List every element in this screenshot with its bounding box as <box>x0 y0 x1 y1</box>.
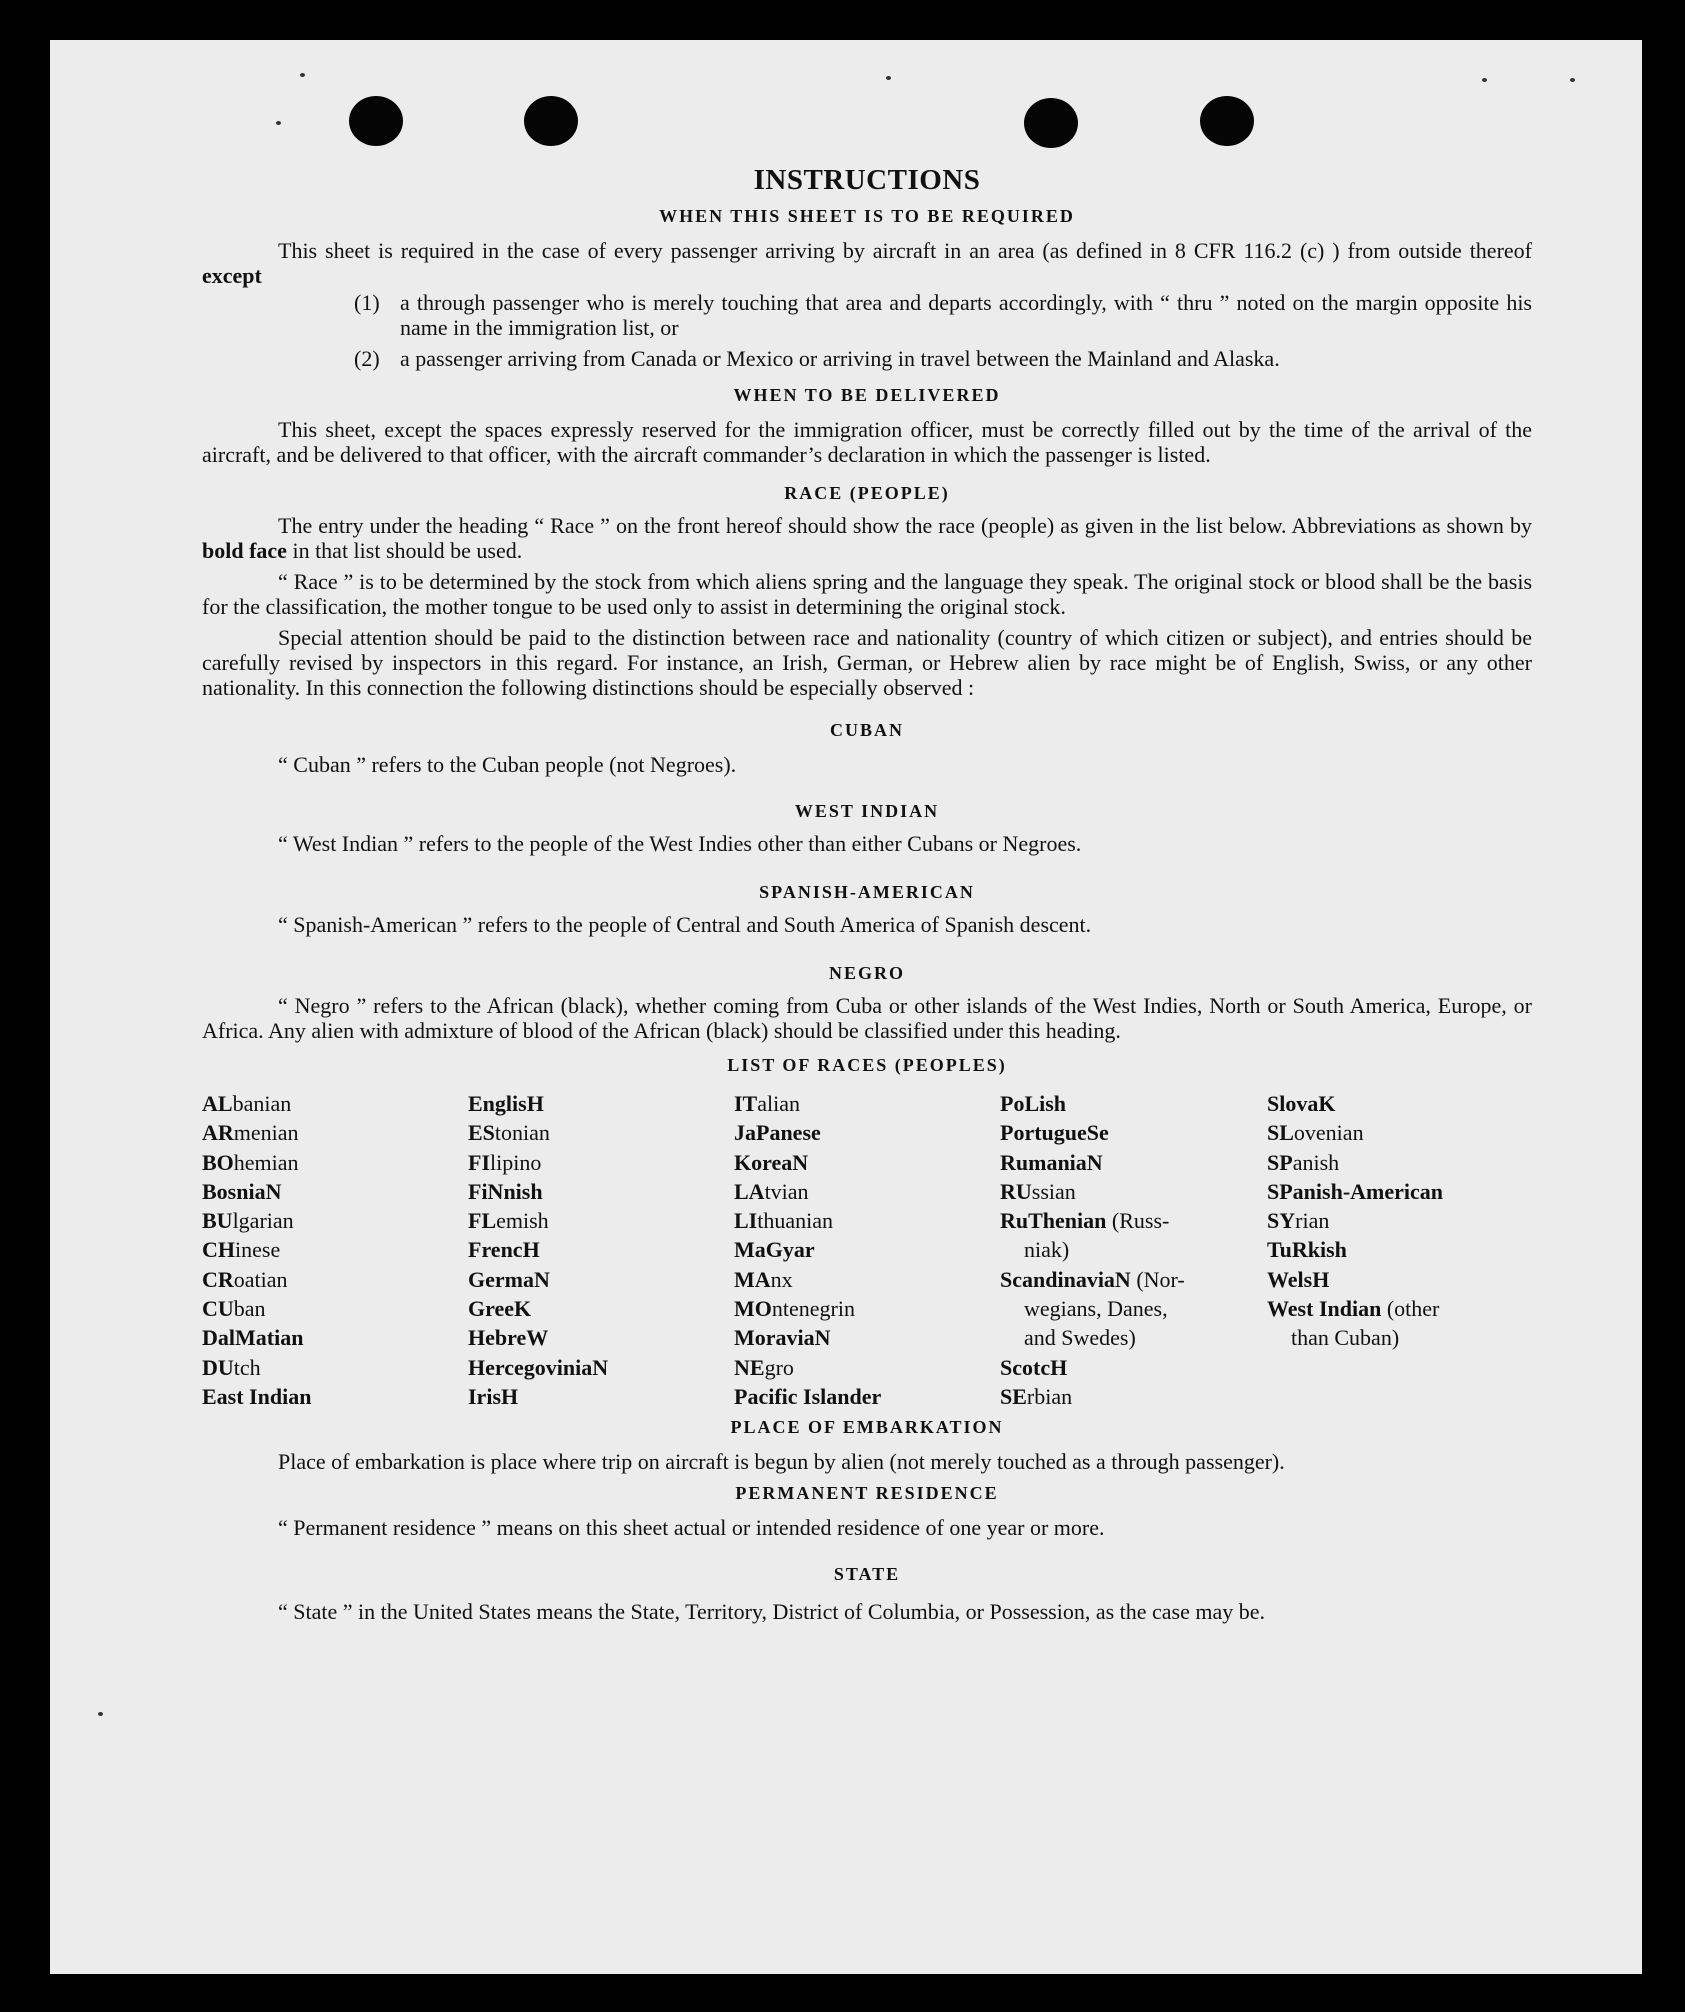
negro-text: “ Negro ” refers to the African (black), whether coming from Cuba or other islands of the West Indies, North or South America, Europe, or Africa. Any alien with admixture of blood of the African (black) should be classified under this heading. <box>202 993 1532 1043</box>
race-entry: MOntenegrin <box>734 1296 855 1322</box>
state-text: “ State ” in the United States means the State, Territory, District of Columbia, or Possession, as the case may be. <box>278 1599 1266 1625</box>
race-entry: GermaN <box>468 1266 550 1292</box>
race-entry: MAnx <box>734 1266 793 1292</box>
exception-item-1: (1) a through passenger who is merely touching that area and departs accordingly, with “ thru ” noted on the margin opposite his name in the immigration list, or <box>354 290 1532 340</box>
race-entry: SErbian <box>1000 1383 1073 1409</box>
race-entry: MaGyar <box>734 1237 815 1263</box>
race-entry: LIthuanian <box>734 1208 834 1234</box>
residence-text: “ Permanent residence ” means on this sheet actual or intended residence of one year or more. <box>278 1515 1105 1541</box>
speck <box>98 1712 103 1716</box>
document-sheet <box>50 40 1642 1974</box>
race-entry: EnglisH <box>468 1091 544 1116</box>
race-entry: BosniaN <box>202 1178 282 1204</box>
race-entry: PoLish <box>1000 1091 1067 1116</box>
races-column <box>1267 1089 1532 1411</box>
race-entry: SlovaK <box>1267 1091 1336 1116</box>
race-entry: RumaniaN <box>1000 1149 1103 1175</box>
races-column <box>1000 1089 1267 1411</box>
race-entry: GreeK <box>468 1296 532 1322</box>
race-entry: CRoatian <box>202 1266 288 1292</box>
race-entry: Pacific Islander <box>734 1383 882 1409</box>
race-entry: SLovenian <box>1267 1120 1364 1146</box>
race-paragraph-3: Special attention should be paid to the distinction between race and nationality (country of which citizen or subject), and entries should be carefully revised by inspectors in this regard. For instance, an Irish, German, or Hebrew alien by race might be of English, Swiss, or any other nationality. In this connection the following distinctions should be especially observed : <box>202 625 1532 700</box>
race-entry: ARmenian <box>202 1120 299 1146</box>
exception-item-2: (2) a passenger arriving from Canada or Mexico or arriving in travel between the Mainland and Alaska. <box>354 346 1280 371</box>
section-heading-spanish-american: SPANISH-AMERICAN <box>759 882 975 902</box>
race-entry: EStonian <box>468 1120 550 1146</box>
race-entry: and Swedes) <box>1024 1325 1136 1351</box>
instructions-content <box>202 160 1532 1627</box>
race-entry: ScandinaviaN (Nor- <box>1000 1266 1185 1292</box>
race-entry: than Cuban) <box>1291 1325 1400 1351</box>
section-heading-residence: PERMANENT RESIDENCE <box>735 1483 999 1504</box>
race-entry: JaPanese <box>734 1120 821 1146</box>
race-entry: SYrian <box>1267 1208 1330 1234</box>
races-column <box>734 1089 1000 1411</box>
races-column <box>468 1089 734 1411</box>
race-paragraph-2: “ Race ” is to be determined by the stock from which aliens spring and the language they speak. The original stock or blood shall be the basis for the classification, the mother tongue to be used only to assist in determining the original stock. <box>202 569 1532 619</box>
race-entry: SPanish-American <box>1267 1178 1443 1204</box>
race-entry: SPanish <box>1267 1149 1340 1175</box>
race-paragraph-1: The entry under the heading “ Race ” on the front hereof should show the race (people) as given in the list below. Abbreviations as shown by bold face in that list should be used. <box>202 513 1532 563</box>
race-entry: DalMatian <box>202 1325 304 1351</box>
punch-hole <box>524 96 578 146</box>
race-entry: LAtvian <box>734 1178 809 1204</box>
when-required-intro: This sheet is required in the case of every passenger arriving by aircraft in an area (as defined in 8 CFR 116.2 (c) ) from outside thereof except <box>202 238 1532 288</box>
section-heading-state: STATE <box>833 1564 901 1585</box>
spanish-american-text: “ Spanish-American ” refers to the people of Central and South America of Spanish descent. <box>278 912 1092 937</box>
race-entry: BUlgarian <box>202 1208 294 1234</box>
section-heading-negro: NEGRO <box>828 963 905 983</box>
race-entry: CUban <box>202 1296 266 1322</box>
race-entry: RUssian <box>1000 1178 1076 1204</box>
race-entry: KoreaN <box>734 1149 809 1175</box>
race-entry: RuThenian (Russ- <box>1000 1208 1170 1234</box>
section-heading-west-indian: WEST INDIAN <box>794 801 940 821</box>
race-entry: ITalian <box>734 1091 801 1116</box>
race-entry: wegians, Danes, <box>1024 1296 1168 1322</box>
race-entry: FIlipino <box>468 1149 542 1175</box>
punch-hole <box>1024 98 1078 148</box>
section-heading-list-of-races: LIST OF RACES (PEOPLES) <box>727 1055 1007 1075</box>
race-entry: niak) <box>1024 1237 1070 1263</box>
race-entry: DUtch <box>202 1354 261 1380</box>
speck <box>1570 78 1575 82</box>
race-entry: MoraviaN <box>734 1325 831 1351</box>
race-entry: CHinese <box>202 1237 281 1263</box>
race-entry: IrisH <box>468 1383 519 1409</box>
section-heading-cuban: CUBAN <box>829 720 904 740</box>
section-heading-race: RACE (PEOPLE) <box>784 483 950 503</box>
race-entry: HebreW <box>468 1325 549 1351</box>
races-column <box>202 1089 468 1411</box>
speck <box>886 76 891 80</box>
race-entry: FLemish <box>468 1208 549 1234</box>
section-heading-when-required: WHEN THIS SHEET IS TO BE REQUIRED <box>659 206 1075 226</box>
race-entry: East Indian <box>202 1383 312 1409</box>
speck <box>276 121 281 125</box>
race-entry: HercegoviniaN <box>468 1354 609 1380</box>
race-entry: PortugueSe <box>1000 1120 1109 1146</box>
race-entry: NEgro <box>734 1354 794 1380</box>
when-delivered-text: This sheet, except the spaces expressly reserved for the immigration officer, must be correctly filled out by the time of the arrival of the aircraft, and be delivered to that officer, with the aircraft commander’s declaration in which the passenger is listed. <box>202 417 1532 467</box>
punch-hole <box>349 96 403 146</box>
speck <box>300 73 305 77</box>
race-entry: ScotcH <box>1000 1354 1068 1380</box>
section-heading-when-delivered: WHEN TO BE DELIVERED <box>733 385 1001 405</box>
race-entry: BOhemian <box>202 1149 299 1175</box>
race-entry: WelsH <box>1267 1266 1330 1292</box>
page-title: INSTRUCTIONS <box>753 164 981 196</box>
embarkation-text: Place of embarkation is place where trip on aircraft is begun by alien (not merely touched as a through passenger). <box>278 1449 1285 1475</box>
race-entry: West Indian (other <box>1267 1296 1440 1322</box>
punch-hole <box>1200 96 1254 146</box>
race-entry: FrencH <box>468 1237 540 1263</box>
speck <box>1482 78 1487 82</box>
west-indian-text: “ West Indian ” refers to the people of the West Indies other than either Cubans or Negroes. <box>278 831 1082 856</box>
section-heading-embarkation: PLACE OF EMBARKATION <box>730 1417 1004 1438</box>
races-list <box>202 1089 1532 1411</box>
race-entry: ALbanian <box>202 1091 292 1116</box>
race-entry: FiNnish <box>468 1178 543 1204</box>
race-entry: TuRkish <box>1267 1237 1347 1263</box>
cuban-text: “ Cuban ” refers to the Cuban people (not Negroes). <box>278 752 737 777</box>
